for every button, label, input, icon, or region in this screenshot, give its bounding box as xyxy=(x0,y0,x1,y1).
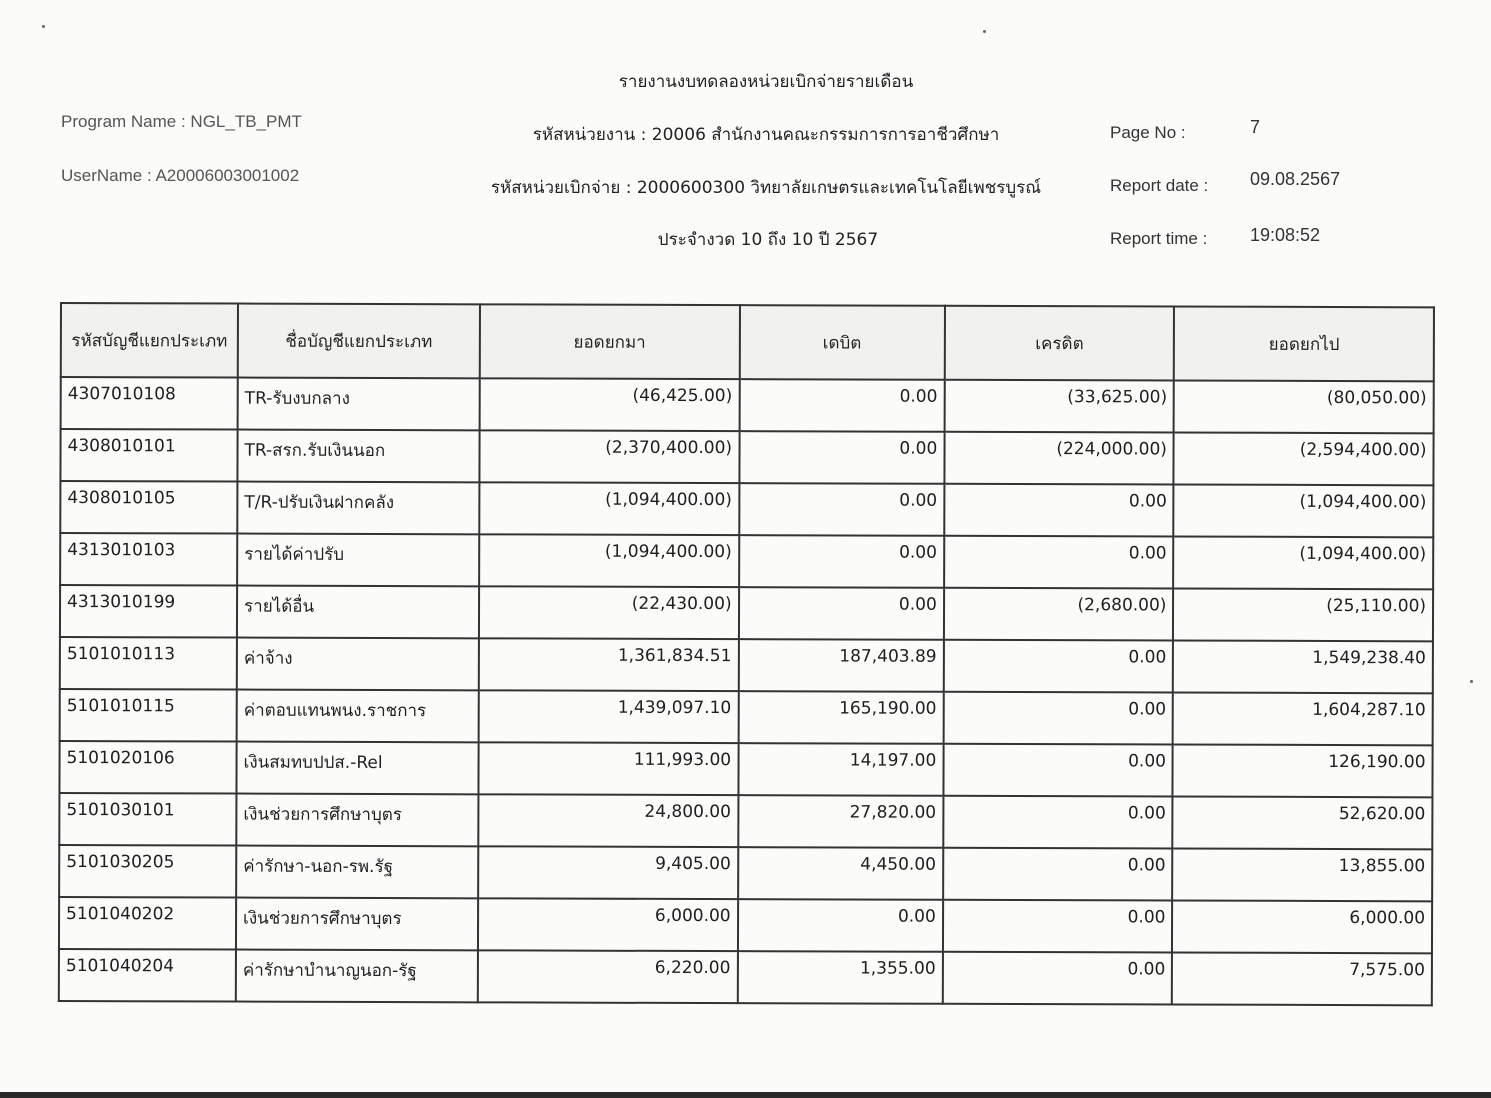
cell-credit: 0.00 xyxy=(943,796,1173,849)
cell-account-name: T/R-ปรับเงินฝากคลัง xyxy=(237,482,479,535)
agency-code: รหัสหน่วยงาน : 20006 สำนักงานคณะกรรมการการอาชีวศึกษา xyxy=(532,125,1000,145)
cell-closing-balance: 126,190.00 xyxy=(1173,744,1433,797)
cell-closing-balance: (2,594,400.00) xyxy=(1174,433,1434,486)
header-opening-balance: ยอดยกมา xyxy=(480,304,740,379)
cell-closing-balance: (80,050.00) xyxy=(1174,381,1434,434)
cell-account-name: เงินช่วยการศึกษาบุตร xyxy=(236,794,478,847)
cell-account-name: TR-รับงบกลาง xyxy=(238,378,480,431)
header-account-code: รหัสบัญชีแยกประเภท xyxy=(61,303,238,378)
table-row xyxy=(61,377,1434,433)
cell-account-name: ค่าจ้าง xyxy=(237,638,479,691)
cell-debit: 165,190.00 xyxy=(738,691,943,744)
cell-credit: 0.00 xyxy=(944,536,1174,589)
cell-closing-balance: 13,855.00 xyxy=(1173,848,1433,901)
cell-debit: 0.00 xyxy=(739,379,944,432)
user-name: UserName : A20006003001002 xyxy=(61,166,300,185)
cell-opening-balance: 24,800.00 xyxy=(478,794,738,847)
cell-debit: 0.00 xyxy=(739,483,944,536)
cell-closing-balance: (25,110.00) xyxy=(1173,588,1433,641)
report-time-label: Report time : xyxy=(1110,229,1208,248)
table-row xyxy=(60,429,1433,485)
cell-opening-balance: 6,220.00 xyxy=(478,950,738,1003)
disbursing-unit: รหัสหน่วยเบิกจ่าย : 2000600300 วิทยาลัยเกษตรและเทคโนโลยีเพชรบูรณ์ xyxy=(490,178,1042,198)
cell-opening-balance: (2,370,400.00) xyxy=(479,430,739,483)
cell-credit: 0.00 xyxy=(944,640,1174,693)
cell-account-code: 4313010199 xyxy=(60,585,237,638)
cell-opening-balance: (1,094,400.00) xyxy=(479,482,739,535)
speck xyxy=(983,30,986,33)
table-row xyxy=(60,481,1433,537)
cell-debit: 0.00 xyxy=(738,899,943,952)
cell-opening-balance: 6,000.00 xyxy=(478,898,738,951)
cell-account-code: 5101040204 xyxy=(59,949,236,1002)
table-row xyxy=(59,741,1432,797)
table-row xyxy=(60,533,1433,589)
cell-credit: 0.00 xyxy=(943,900,1173,953)
speck xyxy=(1470,680,1473,683)
cell-account-code: 5101020106 xyxy=(59,741,236,794)
cell-opening-balance: 111,993.00 xyxy=(478,742,738,795)
cell-closing-balance: 1,549,238.40 xyxy=(1173,640,1433,693)
cell-opening-balance: (1,094,400.00) xyxy=(479,534,739,587)
page-no-label: Page No : xyxy=(1110,123,1186,142)
cell-credit: 0.00 xyxy=(944,484,1174,537)
table-row xyxy=(59,793,1432,849)
cell-debit: 4,450.00 xyxy=(738,847,943,900)
table-row xyxy=(60,689,1433,745)
cell-account-name: เงินสมทบปปส.-Rel xyxy=(236,742,478,795)
cell-opening-balance: (46,425.00) xyxy=(480,378,740,431)
cell-account-code: 5101010115 xyxy=(60,689,237,742)
cell-debit: 27,820.00 xyxy=(738,795,943,848)
cell-closing-balance: (1,094,400.00) xyxy=(1174,485,1434,538)
cell-opening-balance: 1,439,097.10 xyxy=(479,690,739,743)
table-body xyxy=(59,377,1434,1005)
cell-account-name: รายได้ค่าปรับ xyxy=(237,534,479,587)
table-row xyxy=(59,897,1432,953)
table-row xyxy=(60,585,1433,641)
table-row xyxy=(59,949,1432,1005)
cell-account-code: 5101030205 xyxy=(59,845,236,898)
cell-account-name: เงินช่วยการศึกษาบุตร xyxy=(236,898,478,951)
report-time: 19:08:52 xyxy=(1250,225,1321,245)
cell-debit: 0.00 xyxy=(738,587,943,640)
cell-account-code: 5101010113 xyxy=(60,637,237,690)
cell-account-name: TR-สรก.รับเงินนอก xyxy=(237,430,479,483)
program-name: Program Name : NGL_TB_PMT xyxy=(61,112,302,131)
cell-opening-balance: 1,361,834.51 xyxy=(479,638,739,691)
cell-account-code: 4308010105 xyxy=(60,481,237,534)
speck xyxy=(42,25,45,28)
cell-credit: 0.00 xyxy=(943,848,1173,901)
cell-opening-balance: 9,405.00 xyxy=(478,846,738,899)
table-header-row xyxy=(61,303,1434,381)
cell-debit: 0.00 xyxy=(739,431,944,484)
cell-account-name: รายได้อื่น xyxy=(237,586,479,639)
cell-credit: 0.00 xyxy=(943,744,1173,797)
header-credit: เครดิต xyxy=(945,306,1175,381)
cell-closing-balance: 52,620.00 xyxy=(1173,796,1433,849)
report-date-label: Report date : xyxy=(1110,176,1209,195)
cell-account-name: ค่ารักษาบำนาญนอก-รัฐ xyxy=(236,950,478,1003)
cell-account-code: 5101040202 xyxy=(59,897,236,950)
cell-closing-balance: 1,604,287.10 xyxy=(1173,692,1433,745)
cell-debit: 0.00 xyxy=(739,535,944,588)
cell-account-code: 5101030101 xyxy=(59,793,236,846)
cell-debit: 1,355.00 xyxy=(737,951,942,1004)
cell-account-code: 4307010108 xyxy=(61,377,238,430)
cell-opening-balance: (22,430.00) xyxy=(479,586,739,639)
cell-closing-balance: (1,094,400.00) xyxy=(1174,536,1434,589)
cell-debit: 187,403.89 xyxy=(738,639,943,692)
cell-account-name: ค่าตอบแทนพนง.ราชการ xyxy=(237,690,479,743)
cell-credit: (224,000.00) xyxy=(944,432,1174,485)
page-bottom-edge xyxy=(0,1092,1491,1098)
cell-credit: (2,680.00) xyxy=(944,588,1174,641)
cell-debit: 14,197.00 xyxy=(738,743,943,796)
header-closing-balance: ยอดยกไป xyxy=(1174,307,1434,382)
header-debit: เดบิต xyxy=(739,305,944,380)
report-date: 09.08.2567 xyxy=(1250,169,1341,189)
cell-credit: 0.00 xyxy=(943,692,1173,745)
cell-account-code: 4313010103 xyxy=(60,533,237,586)
cell-closing-balance: 7,575.00 xyxy=(1172,952,1432,1005)
table-row xyxy=(59,845,1432,901)
page-no: 7 xyxy=(1250,117,1261,137)
cell-account-name: ค่ารักษา-นอก-รพ.รัฐ xyxy=(236,846,478,899)
cell-account-code: 4308010101 xyxy=(60,429,237,482)
report-title: รายงานงบทดลองหน่วยเบิกจ่ายรายเดือน xyxy=(618,72,914,92)
header-account-name: ชื่อบัญชีแยกประเภท xyxy=(238,304,480,379)
report-period: ประจำงวด 10 ถึง 10 ปี 2567 xyxy=(657,230,879,250)
cell-credit: (33,625.00) xyxy=(944,380,1174,433)
table-row xyxy=(60,637,1433,693)
cell-closing-balance: 6,000.00 xyxy=(1172,900,1432,953)
trial-balance-table xyxy=(58,302,1435,1006)
cell-credit: 0.00 xyxy=(943,952,1173,1005)
